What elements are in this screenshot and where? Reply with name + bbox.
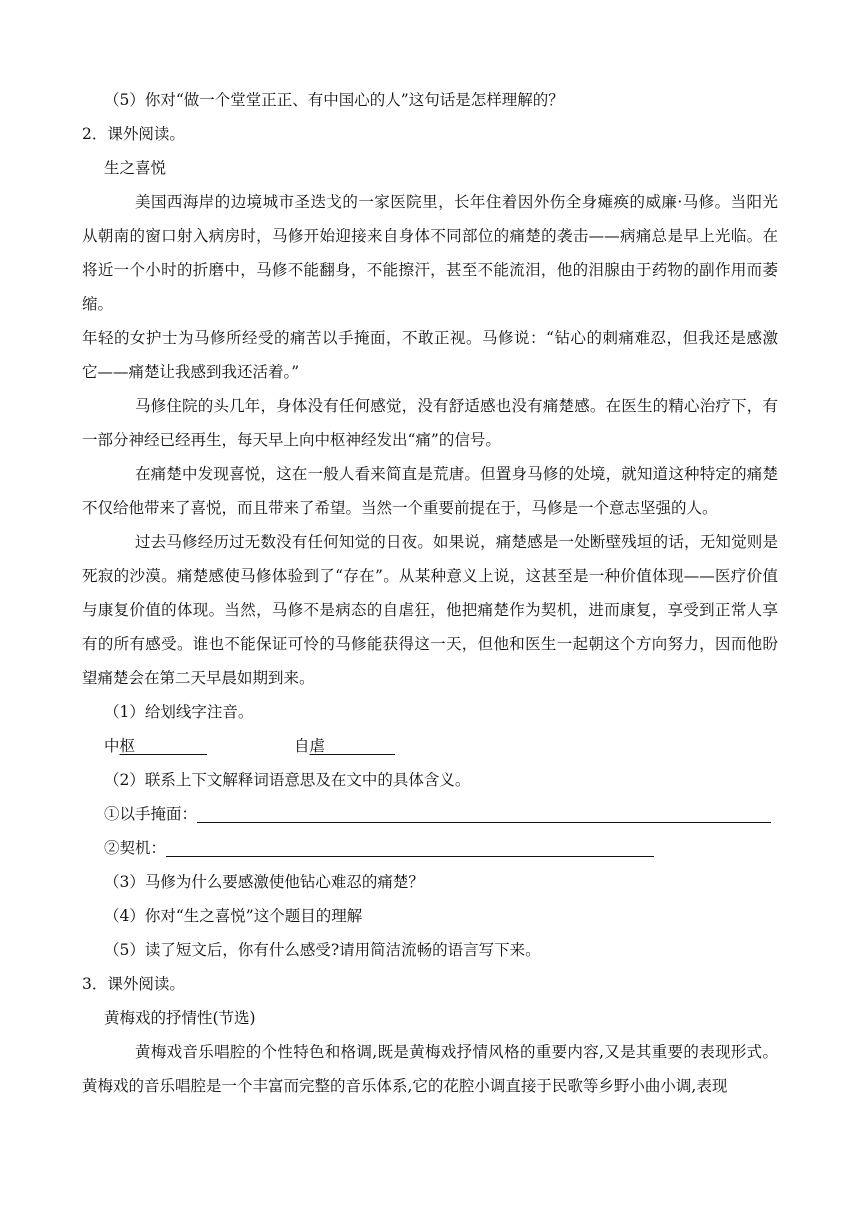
section-2-heading: 2．课外阅读。	[82, 125, 185, 143]
answer-blank-2-2-a[interactable]	[197, 806, 771, 823]
answer-blank-2-2-b[interactable]	[166, 840, 654, 857]
article-1-p5-line4: 有的所有感受。谁也不能保证可怜的马修能获得这一天，但他和医生一起朝这个方向努力，因而他盼	[82, 635, 778, 653]
article-2-title: 黄梅戏的抒情性(节选)	[104, 1009, 256, 1027]
article-1-p4-line2: 不仅给他带来了喜悦，而且带来了希望。当然一个重要前提在于，马修是一个意志坚强的人。	[82, 499, 718, 517]
pinyin-item-2-char: 虐	[309, 737, 326, 755]
article-1-p1-line3: 将近一个小时的折磨中，马修不能翻身，不能擦汗，甚至不能流泪，他的泪腺由于药物的副作用而萎	[82, 261, 778, 279]
pinyin-item-1-char: 枢	[119, 737, 136, 755]
article-1-p5-line5: 望痛楚会在第二天早晨如期到来。	[82, 669, 315, 687]
pinyin-answer-blank-2[interactable]	[325, 738, 395, 755]
pinyin-item-2-prefix: 自	[294, 737, 310, 755]
article-1-p1-line2: 从朝南的窗口射入病房时，马修开始迎接来自身体不同部位的痛楚的袭击——病痛总是早上光临。在	[82, 227, 778, 245]
article-2-p1-line2: 黄梅戏的音乐唱腔是一个丰富而完整的音乐体系,它的花腔小调直接于民歌等乡野小曲小调,表现	[82, 1077, 728, 1095]
question-2-5: （5）读了短文后，你有什么感受?请用简洁流畅的语言写下来。	[104, 941, 541, 959]
article-1-p1-line1: 美国西海岸的边境城市圣迭戈的一家医院里，长年住着因外伤全身瘫痪的威廉·马修。当阳光	[135, 193, 778, 211]
article-1-p2-line1: 年轻的女护士为马修所经受的痛苦以手掩面，不敢正视。马修说：“钻心的刺痛难忍，但我还是感激	[82, 329, 778, 347]
pinyin-item-1	[104, 736, 207, 756]
pinyin-item-1-prefix: 中	[104, 737, 120, 755]
question-2-2-b-label: ②契机：	[104, 839, 167, 857]
article-1-p5-line2: 死寂的沙漠。痛楚感使马修体验到了“存在”。从某种意义上说，这甚至是一种价值体现——医疗价值	[82, 567, 778, 585]
article-1-p5-line1: 过去马修经历过无数没有任何知觉的日夜。如果说，痛楚感是一处断壁残垣的话，无知觉则是	[135, 533, 778, 551]
article-1-p5-line3: 与康复价值的体现。当然，马修不是病态的自虐狂，他把痛楚作为契机，进而康复，享受到正常人享	[82, 601, 778, 619]
question-2-4: （4）你对“生之喜悦”这个题目的理解	[104, 907, 363, 925]
question-1-5: （5）你对“做一个堂堂正正、有中国心的人”这句话是怎样理解的？	[104, 91, 564, 109]
section-3-heading: 3．课外阅读。	[82, 975, 185, 993]
article-2-p1-line1: 黄梅戏音乐唱腔的个性特色和格调,既是黄梅戏抒情风格的重要内容,又是其重要的表现形式。	[135, 1043, 778, 1061]
question-2-3: （3）马修为什么要感激使他钻心难忍的痛楚？	[104, 873, 424, 891]
question-2-2-a	[104, 804, 771, 824]
pinyin-answer-blank-1[interactable]	[135, 738, 207, 755]
question-2-2-a-label: ①以手掩面：	[104, 805, 198, 823]
article-1-p4-line1: 在痛楚中发现喜悦，这在一般人看来简直是荒唐。但置身马修的处境，就知道这种特定的痛楚	[135, 465, 778, 483]
article-1-p3-line2: 一部分神经已经再生，每天早上向中枢神经发出“痛”的信号。	[82, 431, 501, 449]
question-2-2-b	[104, 838, 654, 858]
article-1-p3-line1: 马修住院的头几年，身体没有任何感觉，没有舒适感也没有痛楚感。在医生的精心治疗下，有	[135, 397, 778, 415]
article-1-title: 生之喜悦	[104, 159, 167, 177]
pinyin-item-2	[294, 736, 395, 756]
article-1-p2-line2: 它——痛楚让我感到我还活着。”	[82, 363, 300, 381]
question-2-2: （2）联系上下文解释词语意思及在文中的具体含义。	[104, 771, 471, 789]
question-2-1: （1）给划线字注音。	[104, 703, 254, 721]
article-1-p1-line4: 缩。	[82, 295, 114, 313]
